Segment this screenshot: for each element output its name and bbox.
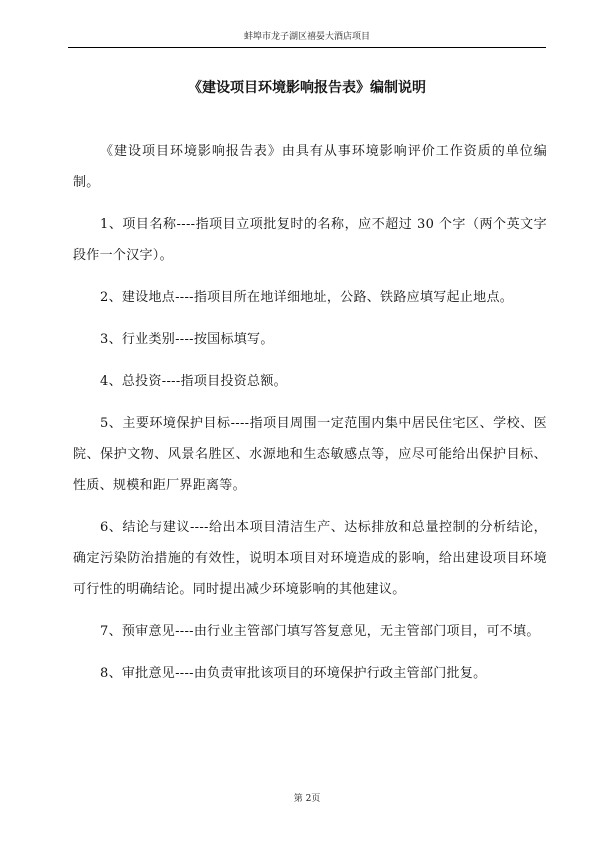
running-header: 蚌埠市龙子湖区禧晏大酒店项目 bbox=[243, 32, 370, 42]
item-approval: 8、审批意见----由负责审批该项目的环境保护行政主管部门批复。 bbox=[100, 666, 487, 681]
page-number: 第 2页 bbox=[293, 794, 321, 804]
item-construction-site: 2、建设地点----指项目所在地详细地址，公路、铁路应填写起止地点。 bbox=[100, 290, 514, 305]
item-industry-category: 3、行业类别----按国标填写。 bbox=[100, 332, 274, 347]
item-conclusions: 6、结论与建议----给出本项目清洁生产、达标排放和总量控制的分析结论，确定污染防治措施的有效性，说明本项目对环境造成的影响，给出建设项目环境可行性的明确结论。同时提出减少环境影响的其他建议。 bbox=[73, 520, 547, 597]
item-total-investment: 4、总投资----指项目投资总额。 bbox=[100, 374, 287, 389]
intro-paragraph: 《建设项目环境影响报告表》由具有从事环境影响评价工作资质的单位编制。 bbox=[73, 144, 547, 190]
page-title: 《建设项目环境影响报告表》编制说明 bbox=[188, 80, 426, 96]
item-protection-targets: 5、主要环境保护目标----指项目周围一定范围内集中居民住宅区、学校、医院、保护文物、风景名胜区、水源地和生态敏感点等，应尽可能给出保护目标、性质、规模和距厂界距离等。 bbox=[73, 416, 547, 493]
header-divider bbox=[68, 47, 546, 48]
body-text bbox=[73, 136, 547, 700]
item-pre-review: 7、预审意见----由行业主管部门填写答复意见，无主管部门项目，可不填。 bbox=[100, 624, 540, 639]
item-project-name: 1、项目名称----指项目立项批复时的名称，应不超过 30 个字（两个英文字段作一个汉字）。 bbox=[73, 217, 547, 263]
